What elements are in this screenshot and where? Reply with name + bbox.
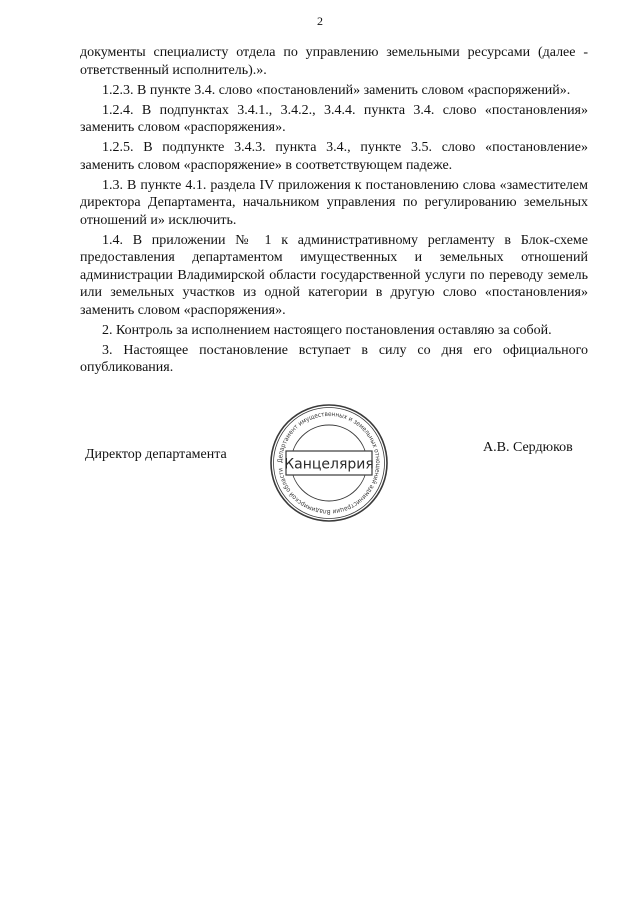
office-stamp [268, 402, 390, 524]
signature-name: А.В. Сердюков [483, 440, 573, 455]
document-body [80, 44, 588, 379]
page-number: 2 [317, 14, 323, 28]
paragraph-1-2-3: 1.2.3. В пункте 3.4. слово «постановлений» заменить словом «распоряжений». [102, 82, 571, 98]
stamp-ring-text: Департамент имущественных и земельных отношений администрации Владимирской области [275, 409, 383, 517]
paragraph-1-2-5: 1.2.5. В подпункте 3.4.3. пункта 3.4., пункте 3.5. слово «постановление» заменить словом «распоряжение» в соответствующем падеже. [80, 140, 588, 173]
paragraph-1-4: 1.4. В приложении № 1 к административному регламенту в Блок-схеме предоставления департаментом имущественных и земельных отношений администрации Владимирской области государственной услуги по переводу земель или земельных участков из одной категории в другую слово «постановления» заменить словом «распоряжения». [80, 232, 588, 318]
paragraph-3: 3. Настоящее постановление вступает в силу со дня его официального опубликования. [80, 342, 588, 375]
paragraph-1-2-4: 1.2.4. В подпунктах 3.4.1., 3.4.2., 3.4.4. пункта 3.4. слово «постановления» заменить словом «распоряжения». [80, 102, 588, 135]
signature-title: Директор департамента [85, 447, 227, 462]
paragraph-1-3: 1.3. В пункте 4.1. раздела IV приложения к постановлению слова «заместителем директора Департамента, начальником управления по регулированию земельных отношений и» исключить. [80, 177, 588, 228]
paragraph-continuation: документы специалисту отдела по управлению земельными ресурсами (далее - ответственный исполнитель).». [80, 45, 588, 78]
paragraph-2: 2. Контроль за исполнением настоящего постановления оставляю за собой. [102, 322, 552, 338]
stamp-center-text: Канцелярия [284, 456, 374, 473]
